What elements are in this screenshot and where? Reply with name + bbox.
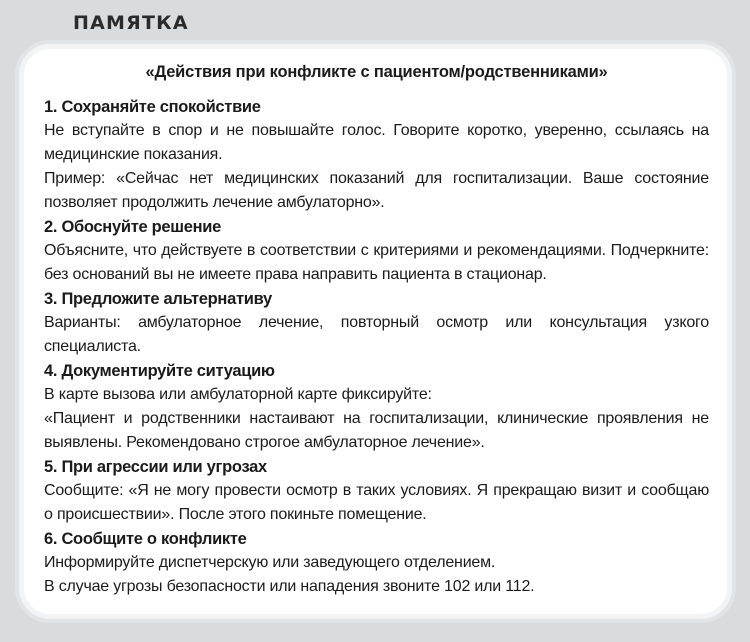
memo-title: «Действия при конфликте с пациентом/родственниками» bbox=[145, 63, 608, 81]
section-heading: 4. Документируйте ситуацию bbox=[44, 362, 275, 380]
section-keep-calm bbox=[44, 95, 709, 215]
section-paragraph: Не вступайте в спор и не повышайте голос. Говорите коротко, уверенно, ссылаясь на медицинские показания. bbox=[44, 122, 709, 163]
section-heading: 2. Обоснуйте решение bbox=[44, 218, 222, 236]
section-paragraph: Варианты: амбулаторное лечение, повторный осмотр или консультация узкого специалиста. bbox=[44, 314, 709, 355]
section-heading: 3. Предложите альтернативу bbox=[44, 290, 272, 308]
section-paragraph: Пример: «Сейчас нет медицинских показаний для госпитализации. Ваше состояние позволяет продолжить лечение амбулаторно». bbox=[44, 170, 709, 211]
memo-card bbox=[24, 49, 727, 614]
section-paragraph: Информируйте диспетчерскую или заведующего отделением. bbox=[44, 554, 496, 571]
section-offer-alternative bbox=[44, 287, 709, 359]
section-paragraph: «Пациент и родственники настаивают на госпитализации, клинические проявления не выявлены. Рекомендовано строгое амбулаторное лечение». bbox=[44, 410, 709, 451]
section-paragraph: Сообщите: «Я не могу провести осмотр в таких условиях. Я прекращаю визит и сообщаю о происшествии». После этого покиньте помещение. bbox=[44, 482, 709, 523]
section-document-situation bbox=[44, 359, 709, 455]
section-heading: 6. Сообщите о конфликте bbox=[44, 530, 247, 548]
section-report-conflict bbox=[44, 527, 709, 599]
memo-content bbox=[44, 60, 709, 599]
section-heading: 1. Сохраняйте спокойствие bbox=[44, 98, 261, 116]
section-aggression bbox=[44, 455, 709, 527]
memo-label: ПАМЯТКА bbox=[73, 12, 189, 34]
section-paragraph: В случае угрозы безопасности или нападения звоните 102 или 112. bbox=[44, 578, 535, 595]
section-heading: 5. При агрессии или угрозах bbox=[44, 458, 267, 476]
section-justify-decision bbox=[44, 215, 709, 287]
section-paragraph: В карте вызова или амбулаторной карте фиксируйте: bbox=[44, 386, 432, 403]
section-paragraph: Объясните, что действуете в соответствии с критериями и рекомендациями. Подчеркните: без оснований вы не имеете права направить пациента в стационар. bbox=[44, 242, 709, 283]
